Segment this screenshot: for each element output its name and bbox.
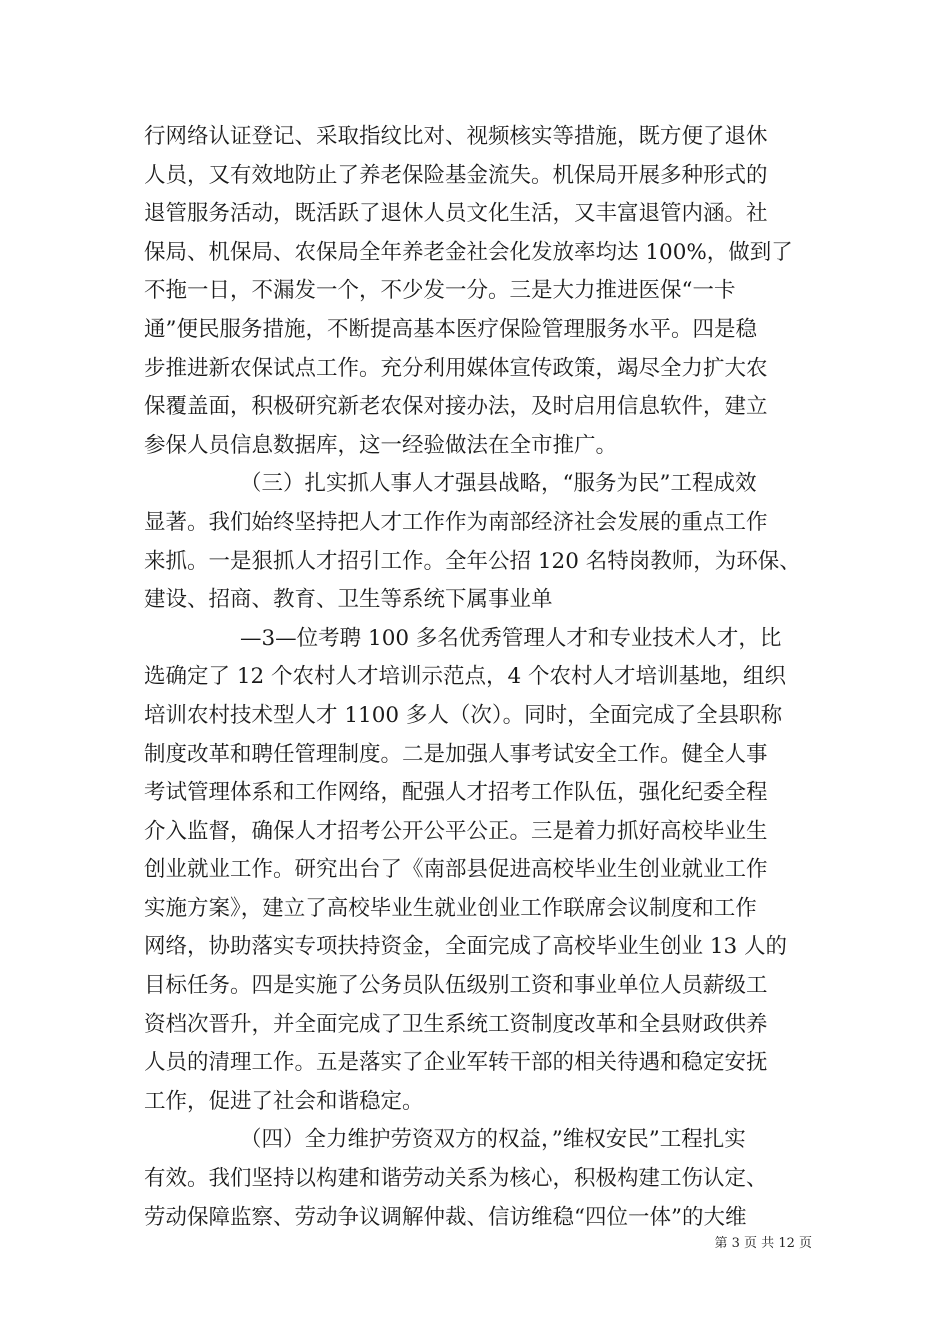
text-line: 考试管理体系和工作网络，配强人才招考工作队伍，强化纪委全程 <box>144 780 768 806</box>
text-line: 介入监督，确保人才招考公开公平公正。三是着力抓好高校毕业生 <box>144 818 768 844</box>
text-line: 人员的清理工作。五是落实了企业军转干部的相关待遇和稳定安抚 <box>144 1050 768 1076</box>
text-line: 制度改革和聘任管理制度。二是加强人事考试安全工作。健全人事 <box>144 741 768 767</box>
text-line: 退管服务活动，既活跃了退休人员文化生活，又丰富退管内涵。社 <box>144 201 768 227</box>
text-line: 资档次晋升，并全面完成了卫生系统工资制度改革和全县财政供养 <box>144 1011 768 1037</box>
text-line: （四）全力维护劳资双方的权益，”维权安民”工程扎实 <box>240 1127 746 1153</box>
text-line: 人员，又有效地防止了养老保险基金流失。机保局开展多种形式的 <box>144 162 768 188</box>
text-line: 目标任务。四是实施了公务员队伍级别工资和事业单位人员薪级工 <box>144 973 768 999</box>
text-line: 参保人员信息数据库，这一经验做法在全市推广。 <box>144 432 618 458</box>
text-line: 劳动保障监察、劳动争议调解仲裁、信访维稳“四位一体”的大维 <box>144 1204 747 1230</box>
text-line: 实施方案》，建立了高校毕业生就业创业工作联席会议制度和工作 <box>144 895 757 921</box>
text-line: （三）扎实抓人事人才强县战略，“服务为民”工程成效 <box>240 471 757 497</box>
text-line: 显著。我们始终坚持把人才工作作为南部经济社会发展的重点工作 <box>144 509 768 535</box>
text-line: 建设、招商、教育、卫生等系统下属事业单 <box>144 587 553 613</box>
text-line: 工作，促进了社会和谐稳定。 <box>144 1088 424 1114</box>
text-line: 选确定了 12 个农村人才培训示范点，4 个农村人才培训基地，组织 <box>144 664 787 690</box>
text-line: 通”便民服务措施，不断提高基本医疗保险管理服务水平。四是稳 <box>144 316 757 342</box>
document-body <box>144 118 810 1237</box>
text-line: 不拖一日，不漏发一个，不少发一分。三是大力推进医保“一卡 <box>144 278 736 304</box>
text-line: 保覆盖面，积极研究新老农保对接办法，及时启用信息软件，建立 <box>144 394 768 420</box>
text-line: 保局、机保局、农保局全年养老金社会化发放率均达 100%，做到了 <box>144 239 793 265</box>
page-number-footer: 第 3 页 共 12 页 <box>714 1236 812 1251</box>
text-line: 培训农村技术型人才 1100 多人（次）。同时，全面完成了全县职称 <box>144 702 783 728</box>
text-line: 网络，协助落实专项扶持资金，全面完成了高校毕业生创业 13 人的 <box>144 934 788 960</box>
text-line: 创业就业工作。研究出台了《南部县促进高校毕业生创业就业工作 <box>144 857 768 883</box>
text-line: —3—位考聘 100 多名优秀管理人才和专业技术人才，比 <box>240 625 782 651</box>
text-line: 来抓。一是狠抓人才招引工作。全年公招 120 名特岗教师，为环保、 <box>144 548 801 574</box>
text-line: 有效。我们坚持以构建和谐劳动关系为核心，积极构建工伤认定、 <box>144 1166 768 1192</box>
text-line: 步推进新农保试点工作。充分利用媒体宣传政策，竭尽全力扩大农 <box>144 355 768 381</box>
text-line: 行网络认证登记、采取指纹比对、视频核实等措施，既方便了退休 <box>144 124 768 149</box>
